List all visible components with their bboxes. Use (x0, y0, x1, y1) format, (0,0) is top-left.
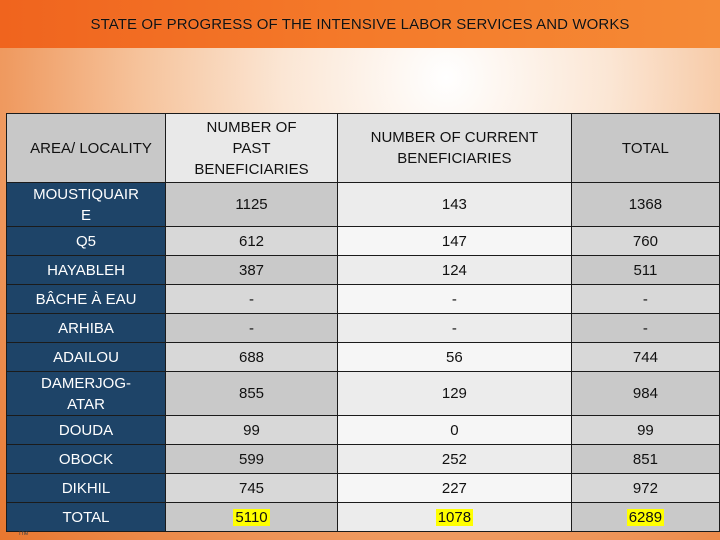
progress-table (6, 113, 720, 532)
past-cell: 745 (166, 474, 338, 503)
title-banner (0, 0, 720, 48)
table-row (7, 474, 720, 503)
page-title: STATE OF PROGRESS OF THE INTENSIVE LABOR SERVICES AND WORKS (90, 15, 630, 33)
totals-label: TOTAL (7, 503, 166, 532)
total-cell: - (571, 285, 719, 314)
current-cell: 129 (337, 372, 571, 416)
past-cell: 855 (166, 372, 338, 416)
area-cell: Q5 (7, 227, 166, 256)
footnote-text: The (18, 531, 29, 537)
header-past-beneficiaries: NUMBER OF PAST BENEFICIARIES (166, 114, 338, 183)
totals-current-value: 1078 (437, 508, 472, 526)
current-cell: 143 (337, 183, 571, 227)
totals-current-cell (337, 503, 571, 532)
area-cell: DIKHIL (7, 474, 166, 503)
total-cell: 99 (571, 416, 719, 445)
totals-total-cell (571, 503, 719, 532)
header-current-beneficiaries: NUMBER OF CURRENT BENEFICIARIES (337, 114, 571, 183)
past-cell: 387 (166, 256, 338, 285)
past-cell: - (166, 314, 338, 343)
totals-row (7, 503, 720, 532)
total-cell: 760 (571, 227, 719, 256)
current-cell: 147 (337, 227, 571, 256)
table-row (7, 372, 720, 416)
area-cell: BÂCHE À EAU (7, 285, 166, 314)
area-cell: ARHIBA (7, 314, 166, 343)
total-cell: 1368 (571, 183, 719, 227)
total-cell: - (571, 314, 719, 343)
current-cell: 252 (337, 445, 571, 474)
table-row (7, 183, 720, 227)
table-header-row (7, 114, 720, 183)
area-cell: ADAILOU (7, 343, 166, 372)
total-cell: 972 (571, 474, 719, 503)
table-row (7, 343, 720, 372)
current-cell: 124 (337, 256, 571, 285)
past-cell: 688 (166, 343, 338, 372)
area-cell: OBOCK (7, 445, 166, 474)
area-cell: DAMERJOG- ATAR (7, 372, 166, 416)
table-row (7, 416, 720, 445)
past-cell: 1125 (166, 183, 338, 227)
current-cell: 56 (337, 343, 571, 372)
total-cell: 744 (571, 343, 719, 372)
area-cell: DOUDA (7, 416, 166, 445)
table-row (7, 314, 720, 343)
table-row (7, 227, 720, 256)
current-cell: - (337, 285, 571, 314)
total-cell: 851 (571, 445, 719, 474)
totals-past-cell (166, 503, 338, 532)
table-row (7, 285, 720, 314)
total-cell: 511 (571, 256, 719, 285)
table-row (7, 256, 720, 285)
header-area-locality: AREA/ LOCALITY (7, 114, 166, 183)
past-cell: - (166, 285, 338, 314)
past-cell: 612 (166, 227, 338, 256)
table-row (7, 445, 720, 474)
header-total: TOTAL (571, 114, 719, 183)
totals-total-value: 6289 (628, 508, 663, 526)
area-cell: MOUSTIQUAIR E (7, 183, 166, 227)
total-cell: 984 (571, 372, 719, 416)
current-cell: 0 (337, 416, 571, 445)
current-cell: - (337, 314, 571, 343)
current-cell: 227 (337, 474, 571, 503)
past-cell: 599 (166, 445, 338, 474)
totals-past-value: 5110 (235, 508, 268, 526)
past-cell: 99 (166, 416, 338, 445)
area-cell: HAYABLEH (7, 256, 166, 285)
